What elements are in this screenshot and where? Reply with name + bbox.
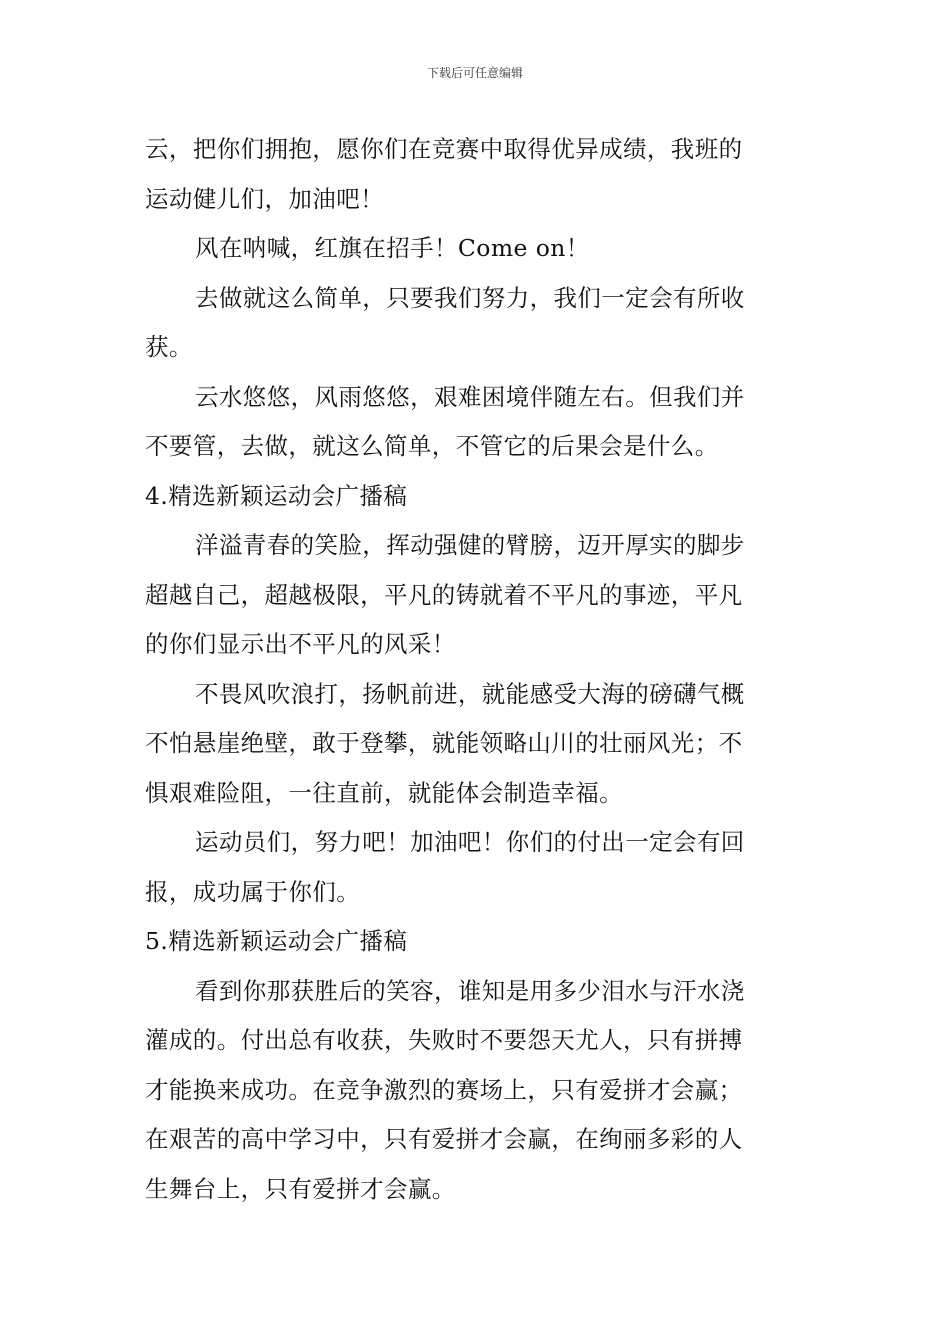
text-line: 不怕悬崖绝壁，敢于登攀，就能领略山川的壮丽风光；不 bbox=[145, 729, 743, 757]
document-body bbox=[145, 125, 810, 1214]
text-line: 不要管，去做，就这么简单，不管它的后果会是什么。 bbox=[145, 432, 719, 460]
text-line: 惧艰难险阻，一往直前，就能体会制造幸福。 bbox=[145, 778, 623, 807]
text-line: 看到你那获胜后的笑容，谁知是用多少泪水与汗水浇 bbox=[195, 976, 745, 1005]
text-line: 4.精选新颖运动会广播稿 bbox=[145, 481, 408, 510]
text-line: 云水悠悠，风雨悠悠，艰难困境伴随左右。但我们并 bbox=[195, 382, 745, 411]
text-line: 报，成功属于你们。 bbox=[145, 877, 361, 906]
text-line: 风在呐喊，红旗在招手！Come on！ bbox=[195, 234, 590, 262]
text-line: 运动健儿们，加油吧！ bbox=[145, 184, 384, 213]
page-header: 下载后可任意编辑 bbox=[426, 66, 523, 80]
text-line: 才能换来成功。在竞争激烈的赛场上，只有爱拼才会赢； bbox=[145, 1075, 743, 1104]
text-line: 获。 bbox=[145, 333, 193, 361]
text-line: 超越自己，超越极限，平凡的铸就着不平凡的事迹，平凡 bbox=[145, 580, 743, 609]
text-line: 在艰苦的高中学习中，只有爱拼才会赢，在绚丽多彩的人 bbox=[145, 1125, 743, 1153]
text-line: 洋溢青春的笑脸，挥动强健的臂膀，迈开厚实的脚步 bbox=[195, 531, 745, 559]
text-line: 5.精选新颖运动会广播稿 bbox=[145, 927, 408, 955]
text-line: 去做就这么简单，只要我们努力，我们一定会有所收 bbox=[195, 283, 745, 312]
text-line: 生舞台上，只有爱拼才会赢。 bbox=[145, 1174, 456, 1203]
text-line: 的你们显示出不平凡的风采！ bbox=[145, 630, 456, 658]
text-line: 运动员们，努力吧！加油吧！你们的付出一定会有回 bbox=[195, 828, 745, 856]
text-line: 云，把你们拥抱，愿你们在竞赛中取得优异成绩，我班的 bbox=[145, 135, 743, 163]
text-line: 不畏风吹浪打，扬帆前进，就能感受大海的磅礴气概 bbox=[195, 679, 745, 708]
text-line: 灌成的。付出总有收获，失败时不要怨天尤人，只有拼搏 bbox=[145, 1026, 743, 1054]
